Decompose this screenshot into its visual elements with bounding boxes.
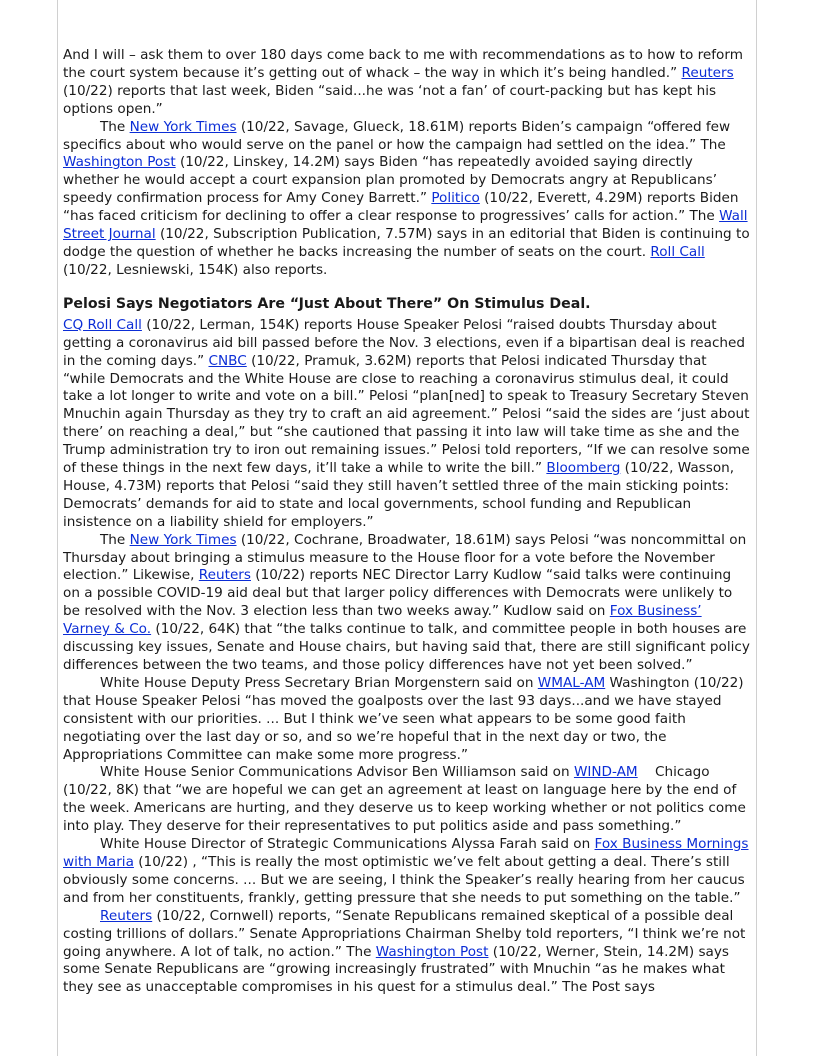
paragraph-pelosi-stimulus: CQ Roll Call (10/22, Lerman, 154K) reports House Speaker Pelosi “raised doubts Thursday about getting a coronavirus aid bill passed before the Nov. 3 elections, even if a bipartisan deal is reached in the coming days.” CNBC (10/22, Pramuk, 3.62M) reports that Pelosi indicated Thursday that “while Democrats and the White House are close to reaching a coronavirus stimulus deal, it could take a lot longer to write and vote on a bill.” Pelosi “plan[ned] to speak to Treasury Secretary Steven Mnuchin again Thursday as they try to craft an aid agreement.” Pelosi “said the sides are ‘just about there’ on reaching a deal,” but “she cautioned that passing it into law will take time as she and the Trump administration try to iron out remaining issues.” Pelosi told reporters, “If we can resolve some of these things in the next few days, it’ll take a while to write the bill.” Bloomberg (10/22, Wasson, House, 4.73M) reports that Pelosi “said they still haven’t settled three of the main sticking points: Democrats’ demands for aid to state and local governments, school funding and Republican insistence on a liability shield for employers.”	[63, 316, 750, 530]
link-fox-business-mornings-maria[interactable]: Fox Business Mornings with Maria	[63, 836, 749, 870]
link-reuters-3[interactable]: Reuters	[100, 907, 153, 924]
link-wmal-am[interactable]: WMAL-AM	[537, 674, 606, 691]
link-washington-post-2[interactable]: Washington Post	[375, 943, 489, 960]
paragraph-williamson: White House Senior Communications Advisor Ben Williamson said on WIND-AM Chicago (10/22, 8K) that “we are hopeful we can get an agreement at least on language here by the end of the week. Americans are hurting, and they deserve us to keep working whether or not politics come into play. They deserve for their representatives to put politics aside and pass something.”	[63, 764, 751, 835]
link-new-york-times[interactable]: New York Times	[129, 118, 237, 135]
link-cnbc[interactable]: CNBC	[208, 352, 247, 369]
paragraph-farah: White House Director of Strategic Communications Alyssa Farah said on Fox Business Mornings with Maria (10/22) , “This is really the most optimistic we’ve felt about getting a deal. There’s still obviously some concerns. ... But we are seeing, I think the Speaker’s really hearing from her caucus and from her constituents, frankly, getting pressure that she needs to put something on the table.”	[63, 836, 749, 906]
link-cq-roll-call[interactable]: CQ Roll Call	[63, 316, 142, 333]
link-new-york-times-2[interactable]: New York Times	[129, 531, 237, 548]
link-roll-call[interactable]: Roll Call	[650, 243, 705, 260]
link-bloomberg[interactable]: Bloomberg	[546, 460, 621, 477]
link-fox-business-varney[interactable]: Fox Business’ Varney & Co.	[63, 603, 702, 638]
paragraph-kudlow: The New York Times (10/22, Cochrane, Broadwater, 18.61M) says Pelosi “was noncommittal on Thursday about bringing a stimulus measure to the House floor for a vote before the November election.” Likewise, Reuters (10/22) reports NEC Director Larry Kudlow “said talks were continuing on a possible COVID-19 aid deal but that larger policy differences with Democrats were unlikely to be resolved with the Nov. 3 election less than two weeks away.” Kudlow said on Fox Business’ Varney & Co. (10/22, 64K) that “the talks continue to talk, and committee people in both houses are discussing key issues, Senate and House chairs, but having said that, there are still significant policy differences between the two teams, and those policy differences have not yet been solved.”	[63, 531, 750, 673]
paragraph-biden-court-coverage: The New York Times (10/22, Savage, Glueck, 18.61M) reports Biden’s campaign “offered few specifics about who would serve on the panel or how the campaign had settled on the idea.” The Washington Post (10/22, Linskey, 14.2M) says Biden “has repeatedly avoided saying directly whether he would accept a court expansion plan promoted by Democrats angry at Republicans’ speedy confirmation process for Amy Coney Barrett.” Politico (10/22, Everett, 4.29M) reports Biden “has faced criticism for declining to offer a clear response to progressives’ calls for action.” The Wall Street Journal (10/22, Subscription Publication, 7.57M) says in an editorial that Biden is continuing to dodge the question of whether he backs increasing the number of seats on the court. Roll Call (10/22, Lesniewski, 154K) also reports.	[63, 118, 750, 278]
paragraph-biden-court-quote: And I will – ask them to over 180 days come back to me with recommendations as to how to reform the court system because it’s getting out of whack – the way in which it’s being handled.” Reuters (10/22) reports that last week, Biden “said...he was ‘not a fan’ of court-packing but has kept his options open.”	[63, 47, 743, 117]
article-body	[63, 47, 751, 997]
paragraph-morgenstern: White House Deputy Press Secretary Brian Morgenstern said on WMAL-AM Washington (10/22) that House Speaker Pelosi “has moved the goalposts over the last 93 days...and we have stayed consistent with our priorities. ... But I think we’ve seen what appears to be some good faith negotiating over the last day or so, and so we’re hopeful that in the next day or two, the Appropriations Committee can make some more progress.”	[63, 674, 744, 763]
link-reuters[interactable]: Reuters	[681, 64, 734, 81]
link-wall-street-journal[interactable]: Wall Street Journal	[63, 208, 748, 243]
paragraph-senate-republicans: Reuters (10/22, Cornwell) reports, “Senate Republicans remained skeptical of a possible deal costing trillions of dollars.” Senate Appropriations Chairman Shelby told reporters, “I think we’re not going anywhere. A lot of talk, no action.” The Washington Post (10/22, Werner, Stein, 14.2M) says some Senate Republicans are “growing increasingly frustrated” with Mnuchin “as he makes what they see as unacceptable compromises in his quest for a stimulus deal.” The Post says	[63, 907, 746, 996]
link-politico[interactable]: Politico	[431, 190, 480, 207]
link-washington-post[interactable]: Washington Post	[63, 154, 176, 171]
section-heading: Pelosi Says Negotiators Are “Just About There” On Stimulus Deal.	[63, 295, 591, 312]
link-wind-am[interactable]: WIND-AM	[573, 764, 638, 781]
link-reuters-2[interactable]: Reuters	[198, 567, 251, 584]
